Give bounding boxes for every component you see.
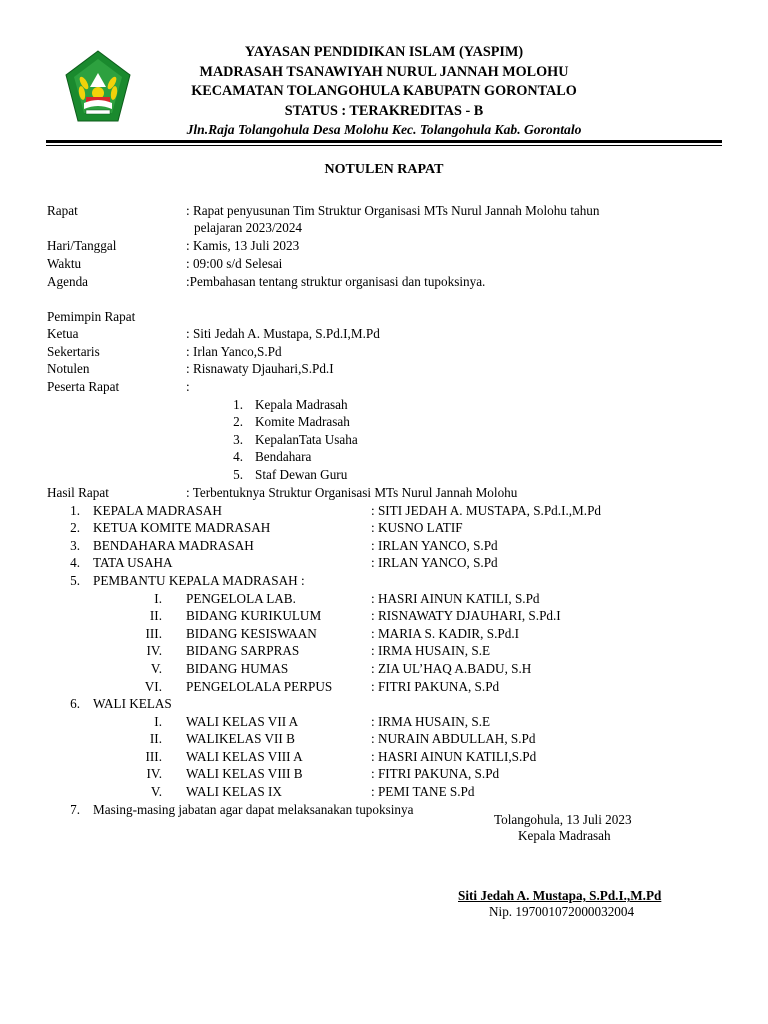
signature-nip: Nip. 197001072000032004 [489,904,635,919]
signature-name: Siti Jedah A. Mustapa, S.Pd.I.,M.Pd [458,888,662,903]
struktur-number: 3. [70,538,80,553]
list-item-number: 4. [233,449,243,464]
struktur-number: 2. [70,520,80,535]
struktur-number: 1. [70,503,80,518]
pembantu-role: PENGELOLALA PERPUS [186,679,333,694]
waktu-label: Waktu [47,256,82,271]
wali-number: II. [149,731,162,746]
rapat-value: : Rapat penyusunan Tim Struktur Organisasi MTs Nurul Jannah Molohu tahun [186,203,600,218]
wali-number: V. [150,784,162,799]
pembantu-number: I. [154,591,162,606]
hasil-value: : Terbentuknya Struktur Organisasi MTs Nurul Jannah Molohu [186,485,518,500]
struktur-name: : KUSNO LATIF [371,520,463,535]
wali-name: : NURAIN ABDULLAH, S.Pd [371,731,536,746]
wali-role: WALIKELAS VII B [186,731,295,746]
struktur-number: 6. [70,696,80,711]
list-item: KepalanTata Usaha [255,432,358,447]
header-divider-thin [46,145,722,146]
pembantu-number: III. [145,626,162,641]
kemenag-logo-icon [64,49,132,125]
list-item-number: 2. [233,414,243,429]
pembantu-number: V. [150,661,162,676]
pembantu-name: : IRMA HUSAIN, S.E [371,643,491,658]
pembantu-role: BIDANG HUMAS [186,661,289,676]
wali-role: WALI KELAS VII A [186,714,299,729]
district-name: KECAMATAN TOLANGOHULA KABUPATN GORONTALO [191,83,577,99]
pembantu-name: : ZIA UL’HAQ A.BADU, S.H [371,661,532,676]
sekertaris-value: : Irlan Yanco,S.Pd [186,344,282,359]
struktur-number: 7. [70,802,80,817]
pembantu-name: : HASRI AINUN KATILI, S.Pd [371,591,540,606]
pembantu-number: IV. [146,643,162,658]
hasil-label: Hasil Rapat [47,485,109,500]
list-item-number: 3. [233,432,243,447]
struktur-name: : SITI JEDAH A. MUSTAPA, S.Pd.I.,M.Pd [371,503,602,518]
hari-label: Hari/Tanggal [47,238,117,253]
pemimpin-heading: Pemimpin Rapat [47,309,136,324]
pembantu-name: : MARIA S. KADIR, S.Pd.I [371,626,520,641]
struktur-name: : IRLAN YANCO, S.Pd [371,538,498,553]
struktur-number: 4. [70,555,80,570]
struktur-role: KEPALA MADRASAH [93,503,222,518]
list-item: Kepala Madrasah [255,397,348,412]
struktur-role: KETUA KOMITE MADRASAH [93,520,271,535]
wali-number: III. [145,749,162,764]
list-item-number: 5. [233,467,243,482]
notulen-value: : Risnawaty Djauhari,S.Pd.I [186,361,334,376]
pembantu-role: BIDANG KURIKULUM [186,608,322,623]
pembantu-number: VI. [144,679,162,694]
wali-name: : IRMA HUSAIN, S.E [371,714,491,729]
signature-place-date: Tolangohula, 13 Juli 2023 [494,812,632,827]
struktur-name: : IRLAN YANCO, S.Pd [371,555,498,570]
pembantu-role: PENGELOLA LAB. [186,591,296,606]
notulen-label: Notulen [47,361,90,376]
hari-value: : Kamis, 13 Juli 2023 [186,238,300,253]
wali-number: I. [154,714,162,729]
pembantu-name: : FITRI PAKUNA, S.Pd [371,679,500,694]
struktur-role: BENDAHARA MADRASAH [93,538,254,553]
foundation-name: YAYASAN PENDIDIKAN ISLAM (YASPIM) [244,44,524,60]
closing-note: Masing-masing jabatan agar dapat melaksanakan tupoksinya [93,802,414,817]
pembantu-role: BIDANG KESISWAAN [186,626,317,641]
school-address: Jln.Raja Tolangohula Desa Molohu Kec. Tolangohula Kab. Gorontalo [186,122,582,137]
sekertaris-label: Sekertaris [47,344,100,359]
signature-position: Kepala Madrasah [518,828,611,843]
peserta-colon: : [186,379,190,394]
wali-heading: WALI KELAS [93,696,172,711]
agenda-value: :Pembahasan tentang struktur organisasi dan tupoksinya. [186,274,486,289]
list-item: Bendahara [255,449,312,464]
list-item: Staf Dewan Guru [255,467,348,482]
list-item: Komite Madrasah [255,414,350,429]
wali-role: WALI KELAS VIII B [186,766,303,781]
peserta-label: Peserta Rapat [47,379,120,394]
wali-role: WALI KELAS VIII A [186,749,303,764]
rapat-value-cont: pelajaran 2023/2024 [194,220,303,235]
rapat-label: Rapat [47,203,78,218]
wali-name: : PEMI TANE S.Pd [371,784,475,799]
wali-name: : HASRI AINUN KATILI,S.Pd [371,749,537,764]
agenda-label: Agenda [47,274,89,289]
struktur-role: TATA USAHA [93,555,173,570]
wali-name: : FITRI PAKUNA, S.Pd [371,766,500,781]
list-item-number: 1. [233,397,243,412]
header-divider-thick [46,140,722,143]
school-name: MADRASAH TSANAWIYAH NURUL JANNAH MOLOHU [199,64,569,80]
wali-role: WALI KELAS IX [186,784,282,799]
ketua-value: : Siti Jedah A. Mustapa, S.Pd.I,M.Pd [186,326,380,341]
struktur-number: 5. [70,573,80,588]
pembantu-name: : RISNAWATY DJAUHARI, S.Pd.I [371,608,561,623]
struktur-role: PEMBANTU KEPALA MADRASAH : [93,573,305,588]
wali-number: IV. [146,766,162,781]
document-title: NOTULEN RAPAT [324,162,444,177]
pembantu-number: II. [149,608,162,623]
waktu-value: : 09:00 s/d Selesai [186,256,283,271]
pembantu-role: BIDANG SARPRAS [186,643,300,658]
ketua-label: Ketua [47,326,79,341]
accreditation-status: STATUS : TERAKREDITAS - B [284,103,484,119]
